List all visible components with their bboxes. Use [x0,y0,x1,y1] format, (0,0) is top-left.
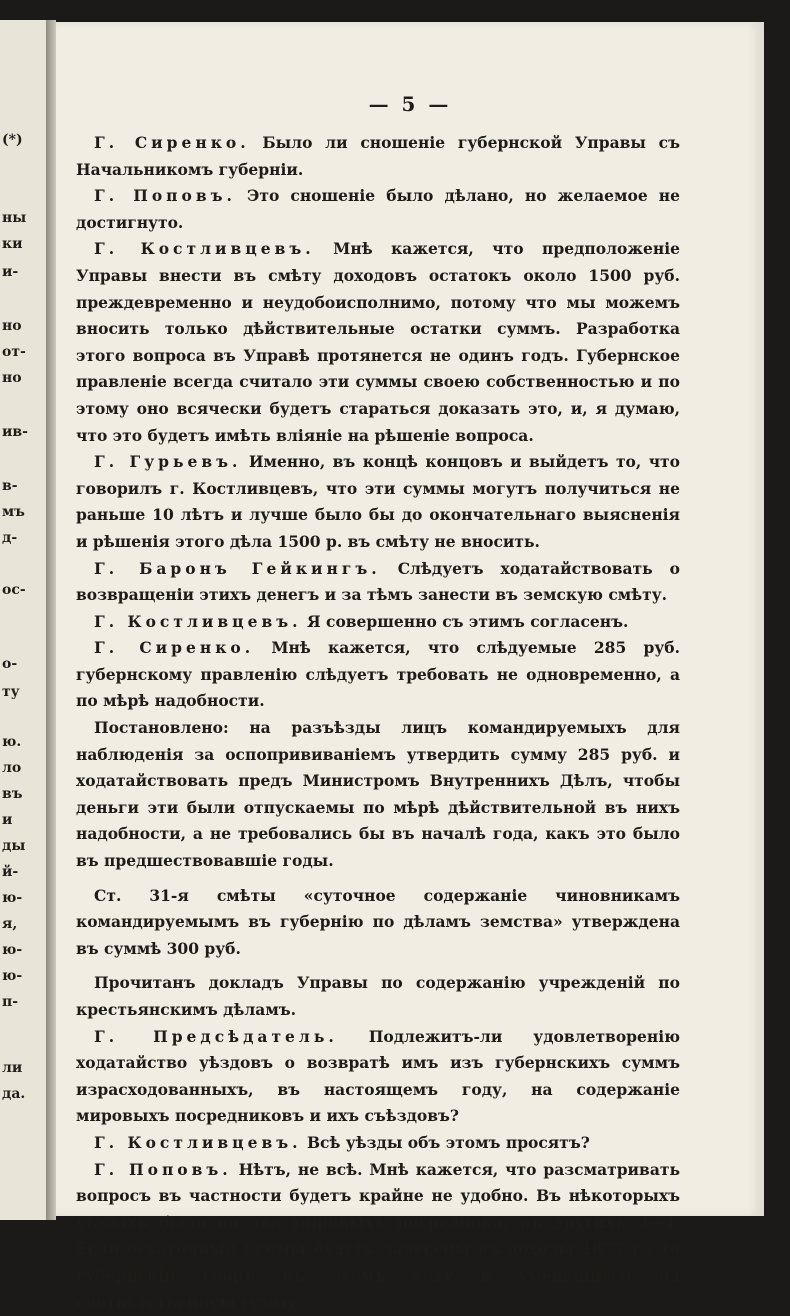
paragraph-text: Прочитанъ докладъ Управы по содержанію учрежденій по крестьянскимъ дѣламъ. [76,973,680,1019]
facing-page-text: ло [2,760,22,776]
page-number: — 5 — [368,92,452,116]
speaker-name: Г. Сиренко. [94,638,255,658]
facing-page-text: мъ [2,504,25,520]
paragraph [76,609,680,636]
speaker-name: Г. Предсѣдатель. [94,1026,338,1046]
facing-page-text: ю- [2,890,23,906]
paragraph [76,1024,680,1130]
speaker-name: Г. Гурьевъ. [94,452,242,472]
paragraph [76,183,680,236]
paragraph-text: Постановлено: на разъѣзды лицъ командируемыхъ для наблюденія за оспопрививаніемъ утвердить сумму 285 руб. и ходатайствовать предъ Министромъ Внутреннихъ Дѣлъ, чтобы деньги эти были отпускаемы по мѣрѣ дѣйствительной въ нихъ надобности, а не требовались бы въ началѣ года, какъ это было въ предшествовавшіе годы. [76,718,680,871]
paragraph-text: Это сношеніе было дѣлано, но желаемое не достигнуто. [76,186,680,232]
paragraph [76,1157,680,1316]
facing-page-text: о- [2,656,18,672]
facing-page-text: ю- [2,968,23,984]
speaker-name: Г. Сиренко. [94,133,250,152]
document-page [56,22,764,1312]
facing-page-text: д- [2,530,18,546]
speaker-name: Г. Баронъ Гейкингъ. [94,558,381,578]
facing-page-text: й- [2,864,19,880]
facing-page-text: ды [2,838,26,854]
resolution-paragraph [76,715,680,875]
paragraph [76,1130,680,1157]
paragraph-text: Мнѣ кажется, что слѣдуемые 285 руб. губернскому правленію слѣдуетъ требовать не одновременно, а по мѣрѣ надобности. [76,638,680,711]
book-gutter [46,20,56,1220]
facing-page-text: и [2,812,13,828]
paragraph-text: Я совершенно съ этимъ согласенъ. [301,611,629,631]
paragraph-text: Нѣтъ, не всѣ. Мнѣ кажется, что разсматривать вопросъ въ частности будетъ крайне не удобно. Въ нѣкоторыхъ уѣздахъ было по два мировыхъ посредника, въ другихъ 3—4. Если остаточныя суммы будутъ занесены въ доходы 1877 г., то губернскій сборъ въ этомъ году и уменьшится на соотвѣтственную сумму. [76,1159,680,1312]
paragraph [76,556,680,609]
facing-page-text: от- [2,344,26,360]
facing-page-text: ту [2,684,20,700]
paragraph-text: Слѣдуетъ ходатайствовать о возвращеніи этихъ денегъ и за тѣмъ занести въ земскую смѣту. [76,558,680,605]
paragraph-text: Мнѣ кажется, что предположеніе Управы внести въ смѣту доходовъ остатокъ около 1500 руб. преждевременно и неудобоисполнимо, потому что мы можемъ вносить только дѣйствительные остатки суммъ. Разработка этого вопроса въ Управѣ протянется не одинъ годъ. Губернское правленіе всегда считало эти суммы своею собственностью и по этому оно всячески будетъ стараться доказать это, и, я думаю, что это будетъ имѣть вліяніе на рѣшеніе вопроса. [76,239,680,445]
speaker-name: Г. Костливцевъ. [94,1132,302,1152]
facing-page-text: ны [2,210,27,226]
facing-page-text: но [2,370,22,386]
paragraph [76,236,680,449]
paragraph-text: Подлежитъ-ли удовлетворенію ходатайство уѣздовъ о возвратѣ имъ изъ губернскихъ суммъ израсходованныхъ, въ настоящемъ году, на содержаніе мировыхъ посредниковъ и ихъ съѣздовъ? [76,1026,680,1126]
paragraph-text: Именно, въ концѣ концовъ и выйдетъ то, что говорилъ г. Костливцевъ, что эти суммы могутъ получиться не раньше 10 лѣтъ и лучше было бы до окончательнаго выясненія и рѣшенія этого дѣла 1500 р. въ смѣту не вносить. [76,452,680,551]
speaker-name: Г. Поповъ. [94,1159,232,1179]
facing-page-text: п- [2,994,19,1010]
facing-page-edge [0,20,46,1220]
paragraph [76,635,680,715]
paragraph-text: Всѣ уѣзды объ этомъ просятъ? [301,1132,590,1152]
facing-page-text: ю- [2,942,23,958]
facing-page-text: ос- [2,582,26,598]
facing-page-text: и- [2,264,19,280]
paragraph-text: Ст. 31-я смѣты «суточное содержаніе чиновникамъ командируемымъ въ губернію по дѣламъ земства» утверждена въ суммѣ 300 руб. [76,885,680,958]
paragraph [76,130,680,183]
facing-page-text: но [2,318,22,334]
report-paragraph [76,970,680,1023]
paragraph-text: Было ли сношеніе губернской Управы съ Начальникомъ губерніи. [76,133,681,179]
facing-page-text: (*) [2,132,23,148]
facing-page-text: я, [2,916,18,932]
budget-article-paragraph [76,883,680,963]
facing-page-text: ли [2,1060,23,1076]
facing-page-text: въ [2,786,23,802]
facing-page-text: ки [2,236,23,252]
facing-page-text: ив- [2,424,28,440]
speaker-name: Г. Костливцевъ. [94,611,302,631]
facing-page-text: ю. [2,734,22,750]
paragraph [76,449,680,555]
facing-page-text: в- [2,478,18,494]
page-body [76,130,680,1316]
facing-page-text: да. [2,1086,26,1102]
speaker-name: Г. Костливцевъ. [94,239,315,259]
speaker-name: Г. Поповъ. [94,186,236,206]
